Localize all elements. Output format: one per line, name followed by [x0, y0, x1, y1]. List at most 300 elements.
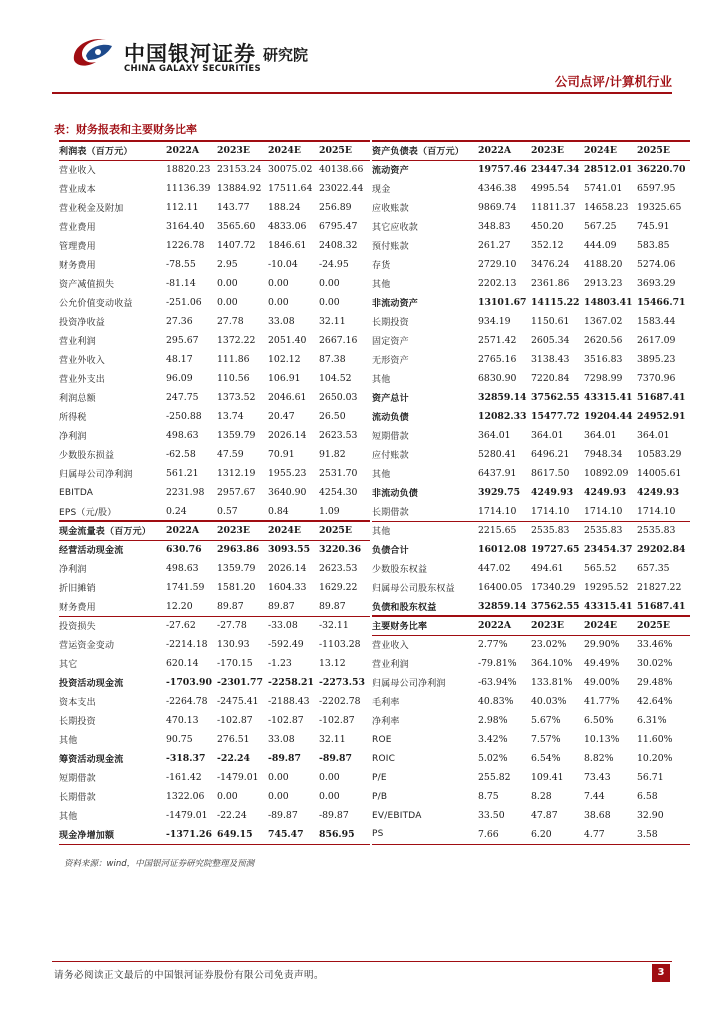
row-value: 24952.91: [637, 411, 686, 422]
row-value: 3138.43: [531, 354, 570, 365]
row-value: -32.11: [319, 616, 370, 635]
table-row: [372, 787, 690, 806]
row-value: 498.63: [166, 563, 199, 574]
row-value: 47.87: [531, 810, 558, 821]
row-label: 净利率: [372, 717, 400, 727]
table-row: [59, 540, 370, 559]
row-value: 6.20: [531, 825, 584, 844]
row-label: 少数股东损益: [59, 451, 115, 461]
row-value: 0.00: [217, 297, 238, 308]
table-row: [372, 369, 690, 388]
table-row: [59, 179, 370, 198]
row-value: 2024E: [584, 141, 637, 160]
row-value: 33.46%: [637, 639, 673, 651]
row-label: 其他: [372, 470, 391, 480]
page-header: [0, 0, 724, 96]
row-value: 32859.14: [478, 600, 527, 612]
row-value: 0.00: [319, 791, 340, 802]
row-value: 33.08: [268, 316, 295, 327]
row-label: 营业外支出: [59, 375, 106, 385]
row-label: 主要财务比率: [372, 616, 478, 635]
row-value: 10583.29: [637, 449, 682, 460]
row-value: 16012.08: [478, 544, 527, 555]
row-label: 其他: [59, 812, 78, 822]
row-value: 2025E: [319, 521, 370, 540]
table-row: [59, 388, 370, 407]
table-row: [59, 825, 370, 844]
table-row: [372, 654, 690, 673]
row-value: 2650.03: [319, 392, 358, 403]
table-row: [372, 673, 690, 692]
row-label: 其他: [372, 280, 391, 290]
row-value: 4254.30: [319, 487, 358, 498]
logo-company-name: 中国银河证券: [124, 42, 256, 66]
row-value: 7.44: [584, 791, 605, 802]
row-value: 37562.55: [531, 600, 580, 612]
row-value: -62.58: [166, 449, 196, 460]
page-number: 3: [652, 964, 670, 982]
row-label: EPS（元/股）: [59, 507, 117, 518]
row-value: 0.00: [319, 772, 340, 783]
table-row: [59, 635, 370, 654]
row-label: 应付账款: [372, 451, 409, 461]
row-value: 2022A: [166, 521, 217, 540]
row-value: 1581.20: [217, 582, 256, 593]
row-value: 96.09: [166, 373, 193, 384]
row-value: 0.84: [268, 505, 289, 517]
row-value: 13.12: [319, 658, 346, 669]
table-row: [59, 274, 370, 293]
row-value: 6795.47: [319, 221, 358, 232]
row-value: 10.13%: [584, 734, 620, 745]
row-value: 40138.66: [319, 164, 364, 176]
table-row: [372, 198, 690, 217]
table-row: [372, 502, 690, 521]
row-value: 11811.37: [531, 202, 576, 213]
row-value: -2214.18: [166, 639, 208, 650]
footer-divider: [52, 961, 672, 962]
row-value: 2617.09: [637, 335, 676, 346]
table-row: [59, 559, 370, 578]
row-label: 营业利润: [59, 337, 96, 347]
row-value: 364.01: [531, 430, 564, 441]
row-value: -2188.43: [268, 696, 310, 707]
row-value: 27.78: [217, 316, 244, 327]
row-value: -89.87: [319, 810, 349, 821]
row-value: 2963.86: [217, 544, 260, 556]
table-row: [372, 445, 690, 464]
row-value: 70.91: [268, 449, 295, 460]
row-label: 所得税: [59, 413, 87, 423]
row-value: 6.31%: [637, 715, 667, 726]
row-value: 12.20: [166, 600, 193, 612]
row-value: 102.12: [268, 354, 301, 365]
row-value: 5.67%: [531, 715, 561, 726]
row-value: 9869.74: [478, 202, 517, 213]
row-value: 91.82: [319, 449, 346, 460]
table-row: [59, 236, 370, 255]
row-value: 2024E: [268, 141, 319, 160]
row-value: 15466.71: [637, 297, 686, 308]
table-row: [372, 825, 690, 844]
row-value: 8.28: [531, 791, 552, 802]
table-row: [372, 578, 690, 597]
row-value: 1373.52: [217, 392, 256, 403]
row-label: 营运资金变动: [59, 641, 115, 651]
row-value: 42.64%: [637, 696, 673, 707]
row-value: -2475.41: [217, 696, 259, 707]
row-value: -250.88: [166, 411, 202, 422]
row-value: -1103.28: [319, 639, 361, 650]
row-value: -79.81%: [478, 658, 517, 669]
row-value: 112.11: [166, 202, 199, 213]
row-value: 1367.02: [584, 316, 623, 327]
table-row: [59, 578, 370, 597]
row-value: 19295.52: [584, 582, 629, 593]
row-label: 现金净增加额: [59, 825, 166, 844]
row-value: 19325.65: [637, 202, 682, 213]
logo-research-institute: 研究院: [263, 46, 309, 64]
row-value: 15477.72: [531, 411, 580, 422]
row-label: 其他: [372, 375, 391, 385]
row-value: -89.87: [319, 753, 352, 764]
row-value: -1479.01: [166, 810, 208, 821]
row-value: 40.83%: [478, 696, 514, 707]
row-value: 28512.01: [584, 164, 633, 176]
row-label: 少数股东权益: [372, 565, 428, 575]
table-row: [372, 559, 690, 578]
row-label: 营业利润: [372, 660, 409, 670]
row-label: EBITDA: [59, 487, 94, 498]
row-label: P/E: [372, 772, 387, 783]
row-value: 0.57: [217, 505, 238, 517]
row-value: 4346.38: [478, 183, 517, 194]
row-label: 营业收入: [59, 166, 96, 177]
row-value: 0.00: [319, 297, 340, 308]
row-value: 1846.61: [268, 240, 307, 251]
row-value: 348.83: [478, 221, 511, 232]
row-label: EV/EBITDA: [372, 810, 422, 821]
row-value: 3565.60: [217, 221, 256, 232]
row-label: ROE: [372, 734, 392, 745]
row-label: 净利润: [59, 565, 87, 575]
row-value: 104.52: [319, 373, 352, 384]
row-value: 6437.91: [478, 468, 517, 479]
row-value: 2.77%: [478, 639, 508, 651]
row-value: 73.43: [584, 772, 611, 783]
table-row: [372, 730, 690, 749]
row-value: 256.89: [319, 202, 352, 213]
row-value: 364.01: [584, 430, 617, 441]
row-value: 89.87: [217, 600, 244, 612]
table-section-header: [372, 141, 690, 160]
row-label: 非流动资产: [372, 299, 419, 309]
row-value: 1583.44: [637, 316, 676, 327]
row-value: -10.04: [268, 259, 298, 270]
row-value: 276.51: [217, 734, 250, 745]
row-value: 2026.14: [268, 430, 307, 441]
table-row: [59, 749, 370, 768]
row-value: 1322.06: [166, 791, 205, 802]
table-row: [372, 692, 690, 711]
row-value: 3476.24: [531, 259, 570, 270]
row-value: 1955.23: [268, 468, 307, 479]
table-row: [372, 217, 690, 236]
row-value: -63.94%: [478, 677, 517, 688]
table-row: [59, 217, 370, 236]
table-row: [59, 806, 370, 825]
row-label: 长期借款: [372, 507, 409, 518]
row-value: -81.14: [166, 278, 196, 289]
row-value: 4833.06: [268, 221, 307, 232]
table-row: [59, 369, 370, 388]
row-value: 6830.90: [478, 373, 517, 384]
row-label: 固定资产: [372, 337, 409, 347]
row-value: 2605.34: [531, 335, 570, 346]
row-value: 8.82%: [584, 753, 614, 764]
row-value: 0.00: [268, 772, 289, 783]
row-label: 财务费用: [59, 602, 96, 613]
table-row: [372, 426, 690, 445]
row-label: 毛利率: [372, 698, 400, 708]
row-value: 444.09: [584, 240, 617, 251]
row-value: 2535.83: [584, 521, 637, 540]
row-value: 16400.05: [478, 582, 523, 593]
row-value: -1703.90: [166, 677, 212, 688]
row-value: -33.08: [268, 616, 319, 635]
row-value: 21827.22: [637, 582, 682, 593]
row-value: 0.00: [268, 791, 289, 802]
row-value: 1714.10: [584, 505, 623, 517]
row-value: 19204.44: [584, 411, 633, 422]
table-title: 表：财务报表和主要财务比率: [54, 123, 197, 136]
row-value: 4188.20: [584, 259, 623, 270]
row-value: 23.02%: [531, 639, 567, 651]
row-label: 长期投资: [59, 717, 96, 727]
row-value: -102.87: [217, 715, 253, 726]
row-label: 负债合计: [372, 546, 409, 556]
row-value: 38.68: [584, 810, 611, 821]
row-label: 营业税金及附加: [59, 204, 124, 214]
row-value: 87.38: [319, 354, 346, 365]
row-value: 48.17: [166, 354, 193, 365]
table-row: [59, 293, 370, 312]
row-value: 32.11: [319, 734, 346, 745]
row-value: 7.57%: [531, 734, 561, 745]
row-value: 14803.41: [584, 297, 633, 308]
row-value: 2408.32: [319, 240, 358, 251]
row-value: 567.25: [584, 221, 617, 232]
row-value: 565.52: [584, 563, 617, 574]
table-section-header: [372, 616, 690, 635]
row-value: 2623.53: [319, 430, 358, 441]
source-note: 资料来源：wind，中国银河证券研究院整理及预测: [64, 859, 255, 869]
table-row: [372, 160, 690, 179]
row-value: 30.02%: [637, 658, 673, 669]
row-value: 364.10%: [531, 658, 573, 669]
row-value: -2301.77: [217, 677, 263, 688]
table-row: [372, 749, 690, 768]
row-value: 447.02: [478, 563, 511, 574]
row-value: 630.76: [166, 544, 202, 556]
table-row: [59, 730, 370, 749]
row-value: 90.75: [166, 734, 193, 745]
row-value: 2025E: [637, 616, 690, 635]
table-row: [372, 711, 690, 730]
row-value: -592.49: [268, 639, 304, 650]
row-value: 23454.37: [584, 544, 633, 555]
row-value: 29202.84: [637, 544, 686, 555]
table-row: [59, 198, 370, 217]
row-value: 1629.22: [319, 582, 358, 593]
row-value: 649.15: [217, 825, 268, 844]
row-value: 0.00: [217, 791, 238, 802]
table-row: [372, 483, 690, 502]
row-value: 261.27: [478, 240, 511, 251]
row-value: 3640.90: [268, 487, 307, 498]
row-value: 2023E: [217, 141, 268, 160]
row-value: 188.24: [268, 202, 301, 213]
table-row: [372, 597, 690, 616]
table-row: [59, 350, 370, 369]
row-label: PS: [372, 825, 478, 844]
row-value: -2264.78: [166, 696, 208, 707]
row-value: 561.21: [166, 468, 199, 479]
row-value: 1714.10: [637, 505, 676, 517]
row-value: 143.77: [217, 202, 250, 213]
row-value: 11.60%: [637, 734, 673, 745]
row-value: 2623.53: [319, 563, 358, 574]
row-value: 3895.23: [637, 354, 676, 365]
row-value: 111.86: [217, 354, 250, 365]
row-value: 89.87: [268, 600, 295, 612]
row-value: -102.87: [268, 715, 304, 726]
row-value: 32859.14: [478, 392, 527, 403]
row-value: -2273.53: [319, 677, 365, 688]
table-row: [59, 711, 370, 730]
table-row: [372, 274, 690, 293]
row-value: 14005.61: [637, 468, 682, 479]
row-value: 6.50%: [584, 715, 614, 726]
table-row: [59, 445, 370, 464]
table-section-header: [59, 141, 370, 160]
row-value: 17340.29: [531, 582, 576, 593]
table-row: [372, 464, 690, 483]
row-value: -251.06: [166, 297, 202, 308]
row-value: 2535.83: [637, 521, 690, 540]
row-label: 公允价值变动收益: [59, 299, 133, 309]
row-value: 498.63: [166, 430, 199, 441]
table-section-header: [59, 521, 370, 540]
row-label: 资本支出: [59, 698, 96, 708]
row-label: 投资净收益: [59, 318, 106, 328]
row-value: 2231.98: [166, 487, 205, 498]
row-value: 37562.55: [531, 392, 580, 403]
row-value: 13101.67: [478, 297, 527, 308]
table-row: [59, 768, 370, 787]
row-value: 2535.83: [531, 521, 584, 540]
table-row: [372, 768, 690, 787]
row-value: 7.66: [478, 825, 531, 844]
row-value: 1150.61: [531, 316, 570, 327]
row-value: -1371.26: [166, 825, 217, 844]
row-value: 30075.02: [268, 164, 313, 176]
row-value: 23447.34: [531, 164, 580, 176]
row-label: 营业收入: [372, 641, 409, 652]
row-label: 净利润: [59, 432, 87, 442]
row-value: -1.23: [268, 658, 292, 669]
table-row: [59, 787, 370, 806]
row-value: 11136.39: [166, 183, 211, 194]
row-value: 2022A: [478, 616, 531, 635]
row-value: 0.00: [268, 278, 289, 289]
row-value: 255.82: [478, 772, 511, 783]
row-label: 资产负债表（百万元）: [372, 141, 478, 160]
row-value: 133.81%: [531, 677, 573, 688]
row-value: 2957.67: [217, 487, 256, 498]
row-value: 19757.46: [478, 164, 527, 176]
row-value: 856.95: [319, 825, 370, 844]
row-value: 6.58: [637, 791, 658, 802]
row-value: 4249.93: [584, 487, 627, 498]
row-value: 41.77%: [584, 696, 620, 707]
row-value: 1407.72: [217, 240, 256, 251]
row-label: 归属母公司股东权益: [372, 584, 455, 594]
table-row: [372, 236, 690, 255]
row-label: 现金: [372, 185, 391, 195]
row-value: 51687.41: [637, 600, 686, 612]
row-value: 3093.55: [268, 544, 311, 556]
table-row: [372, 350, 690, 369]
table-row: [372, 388, 690, 407]
row-value: -27.78: [217, 616, 268, 635]
row-label: 利润总额: [59, 394, 96, 404]
row-value: 33.50: [478, 810, 505, 821]
row-value: 0.00: [217, 278, 238, 289]
row-value: 1372.22: [217, 335, 256, 346]
row-label: 无形资产: [372, 356, 409, 366]
row-value: 2025E: [319, 141, 370, 160]
row-value: 3516.83: [584, 354, 623, 365]
row-value: 32.11: [319, 316, 346, 327]
table-row: [59, 464, 370, 483]
table-row: [59, 483, 370, 502]
row-value: 4249.93: [531, 487, 574, 498]
galaxy-logo-icon: [68, 34, 116, 70]
table-row: [59, 673, 370, 692]
table-row: [59, 160, 370, 179]
report-type: 公司点评/计算机行业: [554, 74, 672, 89]
row-value: 2022A: [166, 141, 217, 160]
row-value: 3693.29: [637, 278, 676, 289]
row-label: 非流动负债: [372, 489, 419, 499]
row-value: 583.85: [637, 240, 670, 251]
row-value: 7948.34: [584, 449, 623, 460]
table-row: [372, 312, 690, 331]
table-row: [59, 331, 370, 350]
disclaimer: 请务必阅读正文最后的中国银河证券股份有限公司免责声明。: [54, 970, 325, 981]
row-value: 26.50: [319, 411, 346, 422]
row-value: 19727.65: [531, 544, 580, 555]
row-value: 1312.19: [217, 468, 256, 479]
row-label: 短期借款: [59, 774, 96, 784]
row-value: -24.95: [319, 259, 349, 270]
row-value: 47.59: [217, 449, 244, 460]
row-value: 13884.92: [217, 183, 262, 194]
table-row: [59, 502, 370, 521]
row-label: 利润表（百万元）: [59, 141, 166, 160]
row-label: 其他: [372, 521, 478, 540]
